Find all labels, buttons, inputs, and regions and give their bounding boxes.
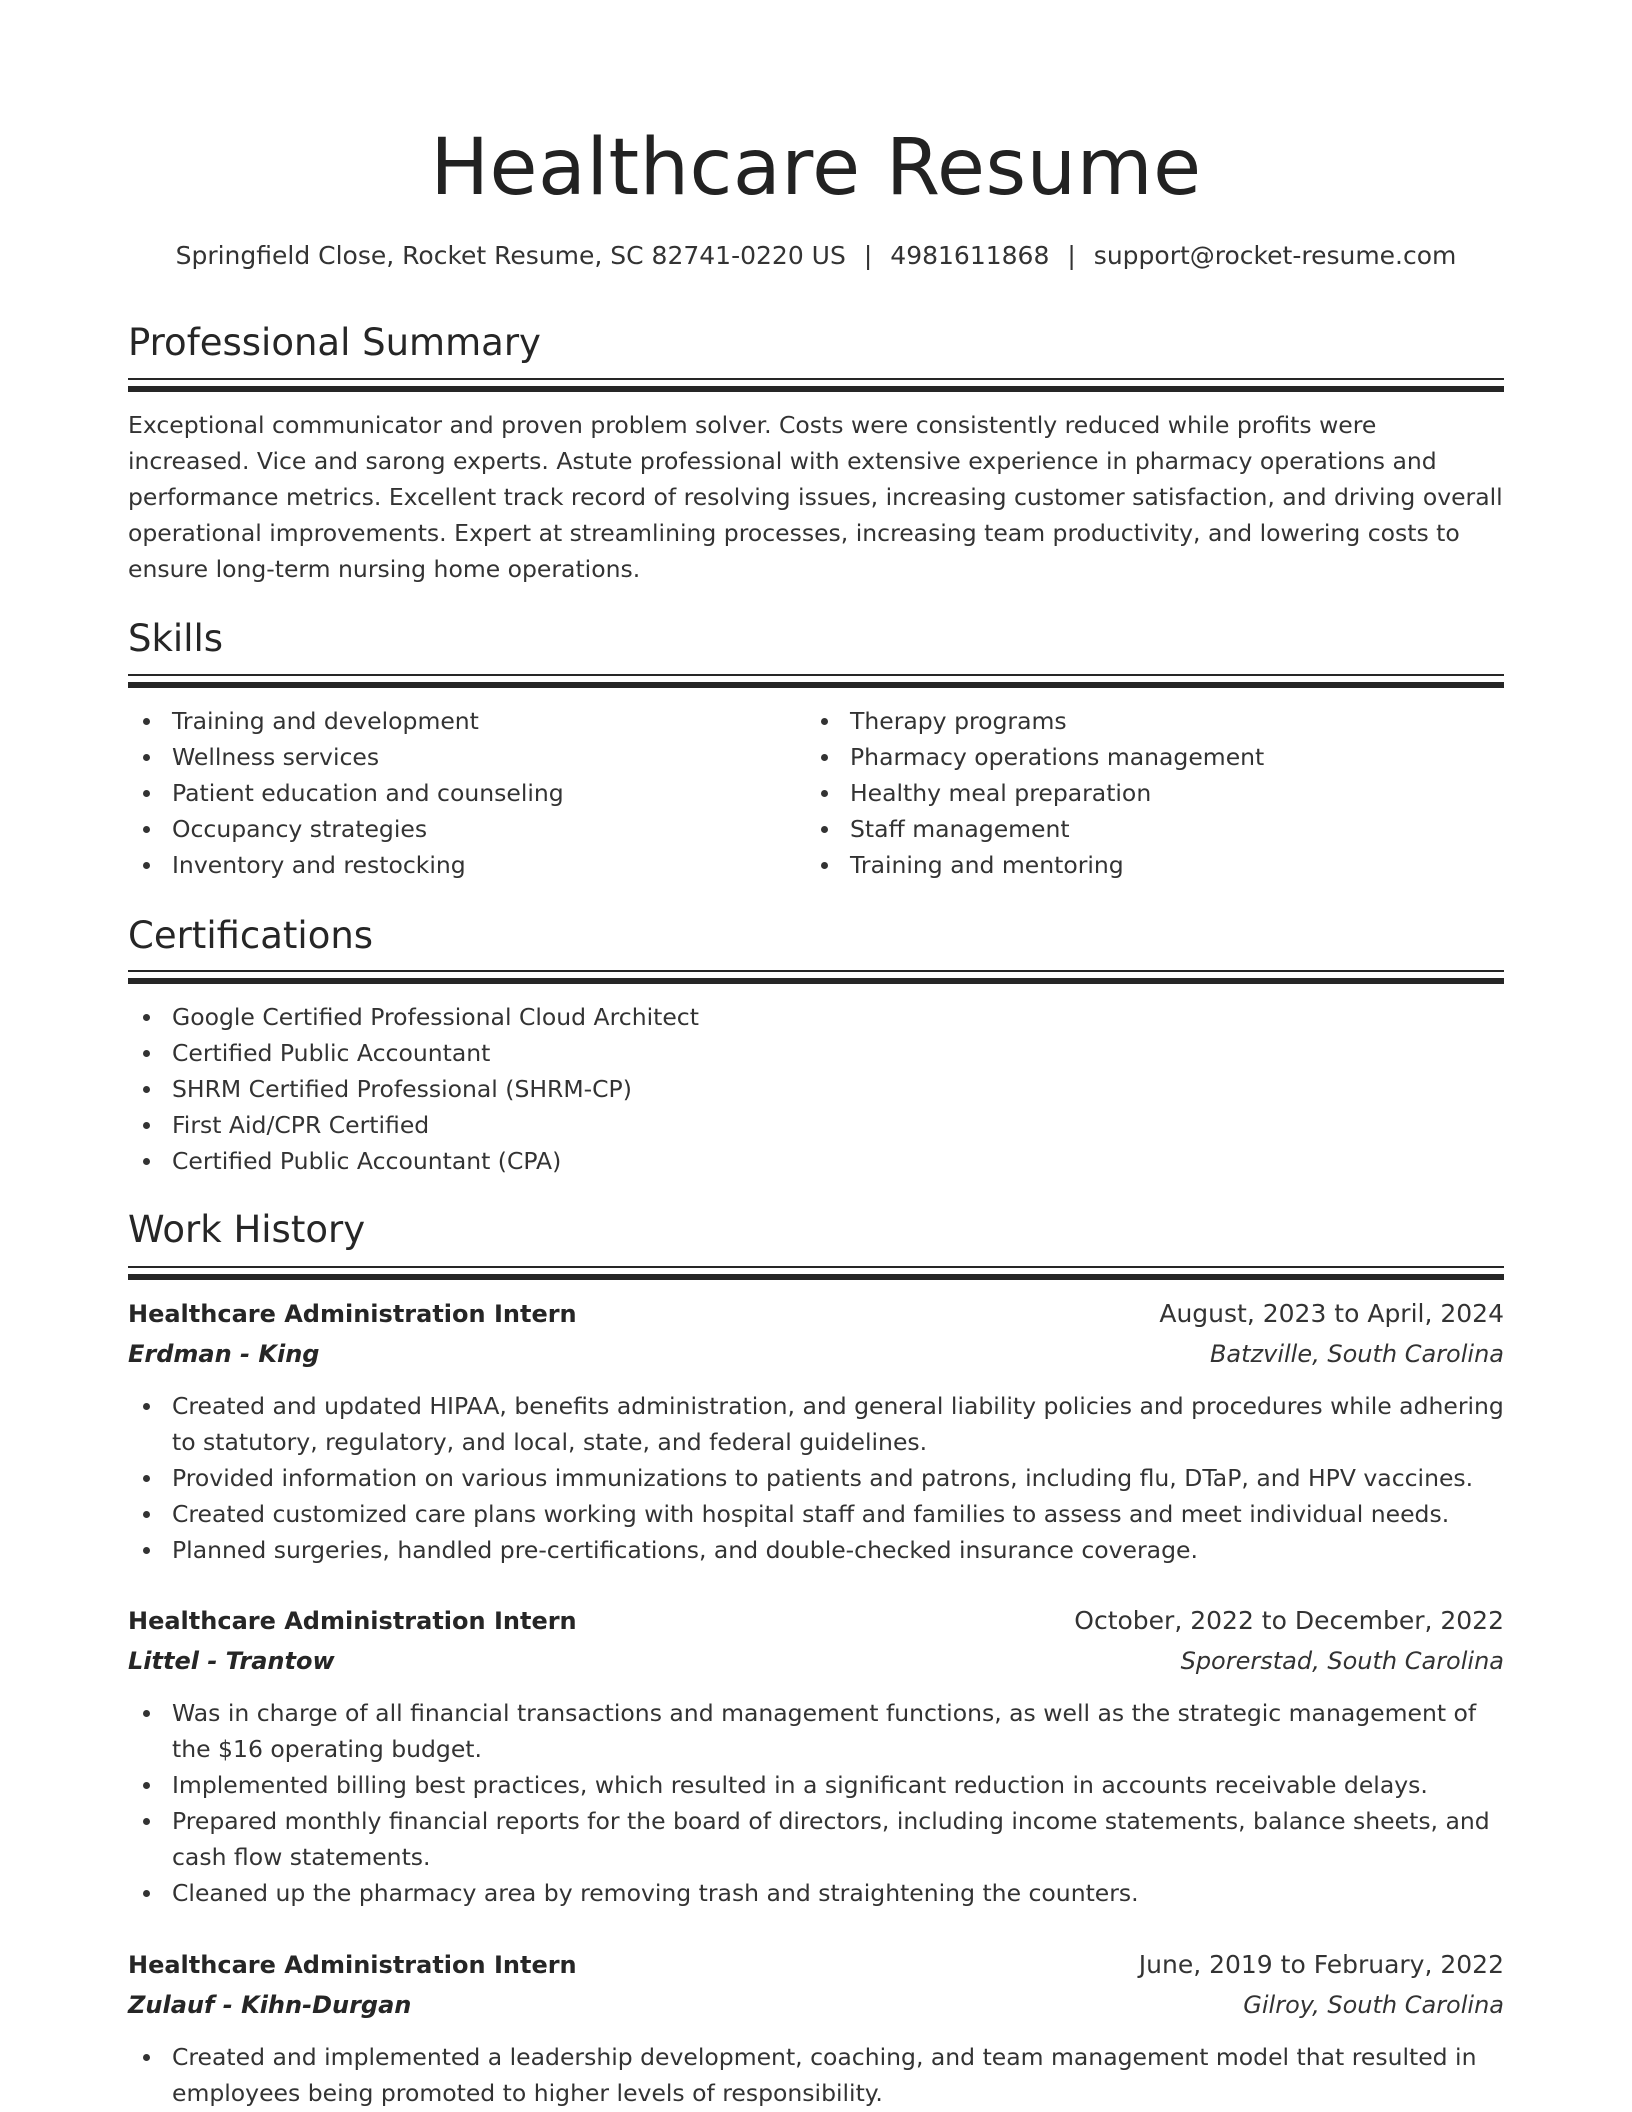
job-bullet: Implemented billing best practices, which resulted in a significant reduction in accounts receivable delays. — [128, 1767, 1504, 1803]
contact-phone[interactable]: 4981611868 — [890, 241, 1050, 270]
skill-item: Staff management — [806, 811, 1504, 847]
contact-email[interactable]: support@rocket-resume.com — [1093, 241, 1457, 270]
job-bullets — [128, 1388, 1504, 1568]
skill-item: Wellness services — [128, 739, 806, 775]
job-title: Healthcare Administration Intern — [128, 1300, 577, 1328]
job-bullet: Created and implemented a leadership development, coaching, and team management model that resulted in employees being promoted to higher levels of responsibility. — [128, 2039, 1504, 2111]
certification-item: Certified Public Accountant (CPA) — [128, 1143, 1504, 1179]
job-entry — [128, 1945, 1504, 2111]
skill-item: Inventory and restocking — [128, 847, 806, 883]
skill-item: Healthy meal preparation — [806, 775, 1504, 811]
certifications-heading: Certifications — [128, 914, 374, 957]
job-bullet: Planned surgeries, handled pre-certifications, and double-checked insurance coverage. — [128, 1532, 1504, 1568]
job-company: Littel - Trantow — [128, 1647, 335, 1675]
job-entry — [128, 1294, 1504, 1568]
job-title: Healthcare Administration Intern — [128, 1951, 577, 1979]
certifications-list — [128, 999, 1504, 1179]
resume-name: Healthcare Resume — [430, 123, 1202, 213]
work-history-heading: Work History — [128, 1208, 366, 1251]
job-bullet: Cleaned up the pharmacy area by removing trash and straightening the counters. — [128, 1875, 1504, 1911]
summary-rule — [128, 378, 1504, 392]
work-history-rule — [128, 1266, 1504, 1280]
skill-item: Pharmacy operations management — [806, 739, 1504, 775]
skill-item: Training and development — [128, 703, 806, 739]
skills-rule — [128, 674, 1504, 688]
certification-item: Google Certified Professional Cloud Architect — [128, 999, 1504, 1035]
contact-line — [128, 236, 1504, 276]
job-dates: August, 2023 to April, 2024 — [1159, 1299, 1504, 1328]
certifications-rule — [128, 970, 1504, 984]
certification-item: Certified Public Accountant — [128, 1035, 1504, 1071]
skill-item: Training and mentoring — [806, 847, 1504, 883]
job-title: Healthcare Administration Intern — [128, 1607, 577, 1635]
job-bullet: Was in charge of all financial transactions and management functions, as well as the strategic management of the $16 operating budget. — [128, 1695, 1504, 1767]
certification-item: First Aid/CPR Certified — [128, 1107, 1504, 1143]
job-company: Zulauf - Kihn-Durgan — [128, 1991, 412, 2019]
job-bullet: Provided information on various immunizations to patients and patrons, including flu, DTaP, and HPV vaccines. — [128, 1460, 1504, 1496]
certification-item: SHRM Certified Professional (SHRM-CP) — [128, 1071, 1504, 1107]
job-location: Sporerstad, South Carolina — [1180, 1647, 1504, 1675]
summary-heading: Professional Summary — [128, 321, 541, 364]
summary-text: Exceptional communicator and proven problem solver. Costs were consistently reduced while profits were increased. Vice and sarong experts. Astute professional with extensive experience in pharmacy operations and performance metrics. Excellent track record of resolving issues, increasing customer satisfaction, and driving overall operational improvements. Expert at streamlining processes, increasing team productivity, and lowering costs to ensure long-term nursing home operations. — [128, 411, 1503, 583]
skills-list-right — [806, 703, 1504, 883]
skill-item: Patient education and counseling — [128, 775, 806, 811]
skill-item: Therapy programs — [806, 703, 1504, 739]
skill-item: Occupancy strategies — [128, 811, 806, 847]
job-company: Erdman - King — [128, 1340, 320, 1368]
skills-list-left — [128, 703, 806, 883]
contact-separator: | — [863, 241, 873, 270]
job-bullets — [128, 1695, 1504, 1911]
job-bullet: Prepared monthly financial reports for the board of directors, including income statements, balance sheets, and cash flow statements. — [128, 1803, 1504, 1875]
job-dates: June, 2019 to February, 2022 — [1138, 1950, 1504, 1979]
job-location: Gilroy, South Carolina — [1243, 1991, 1504, 2019]
job-bullets — [128, 2039, 1504, 2111]
job-dates: October, 2022 to December, 2022 — [1074, 1606, 1504, 1635]
job-entry — [128, 1601, 1504, 1911]
skills-heading: Skills — [128, 617, 224, 660]
contact-separator: | — [1067, 241, 1076, 270]
job-bullet: Created customized care plans working with hospital staff and families to assess and meet individual needs. — [128, 1496, 1504, 1532]
job-bullet: Created and updated HIPAA, benefits administration, and general liability policies and procedures while adhering to statutory, regulatory, and local, state, and federal guidelines. — [128, 1388, 1504, 1460]
contact-address: Springfield Close, Rocket Resume, SC 82741-0220 US — [175, 241, 846, 270]
job-location: Batzville, South Carolina — [1209, 1340, 1504, 1368]
